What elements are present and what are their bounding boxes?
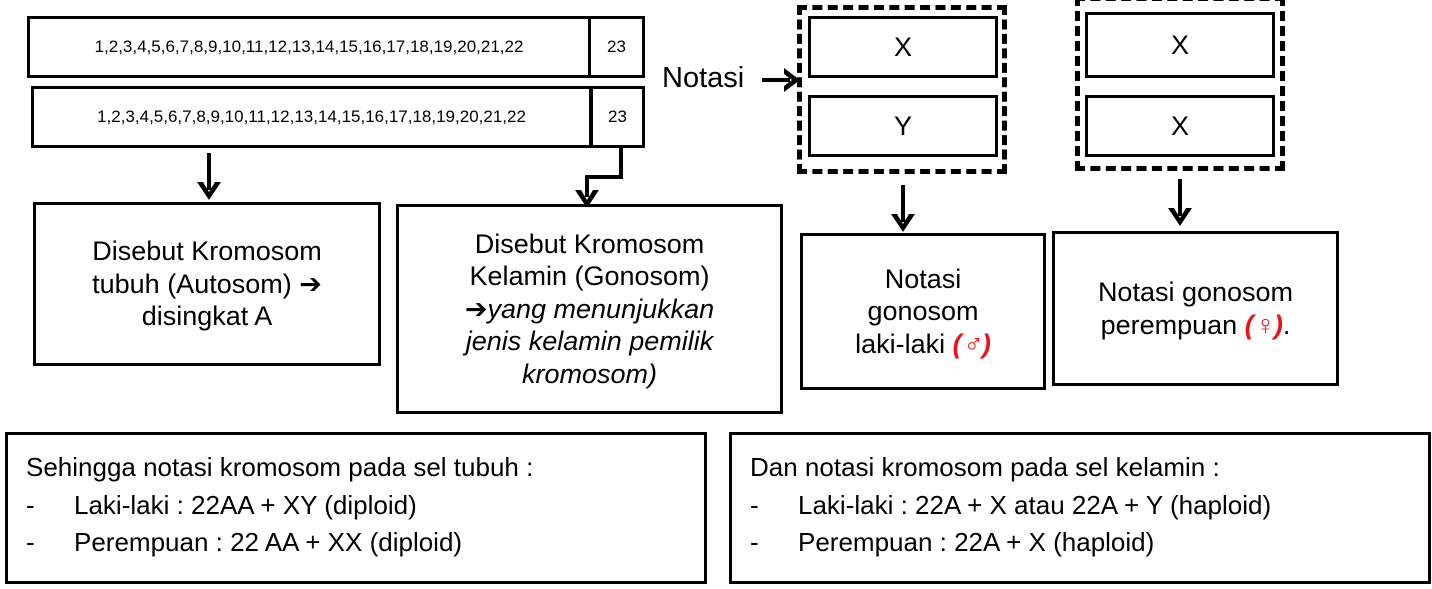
female-notation-box [1052, 231, 1339, 386]
body-cell-notation-box [5, 432, 707, 584]
body-cell-title: Sehingga notasi kromosom pada sel tubuh : [26, 452, 534, 482]
gonosom-line2: Kelamin (Gonosom) [469, 261, 710, 292]
sex-cell-item-female: - Perempuan : 22A + X (haploid) [750, 527, 1155, 558]
female-line1: Notasi gonosom [1097, 277, 1294, 308]
sex-cell-title: Dan notasi kromosom pada sel kelamin : [750, 452, 1220, 482]
female-chromosome-x2: X [1085, 95, 1275, 157]
sex-chromosome-row1: 23 [588, 16, 645, 78]
gonosom-line5: kromosom) [521, 358, 657, 389]
gonosom-line1: Disebut Kromosom [474, 229, 705, 260]
autosome-list-row2: 1,2,3,4,5,6,7,8,9,10,11,12,13,14,15,16,17,18,19,20,21,22 [31, 86, 592, 148]
autosom-box [33, 202, 381, 366]
notation-label: Notasi [662, 62, 745, 94]
arrow-to-gonosom [587, 148, 621, 197]
body-cell-item-female: - Perempuan : 22 AA + XX (diploid) [26, 527, 463, 558]
female-line2: perempuan (♀). [1100, 309, 1291, 340]
autosom-line1: Disebut Kromosom [92, 236, 322, 267]
autosome-list-row1: 1,2,3,4,5,6,7,8,9,10,11,12,13,14,15,16,17,18,19,20,21,22 [27, 16, 591, 78]
male-line1: Notasi [884, 263, 962, 294]
male-chromosome-x: X [808, 16, 998, 78]
arrow-right-icon: ➔ [299, 268, 322, 299]
male-chromosome-y: Y [808, 95, 998, 157]
sex-cell-notation-box [729, 432, 1431, 584]
gonosom-line3: ➔yang menunjukkan [464, 293, 715, 324]
gonosom-box [396, 204, 783, 414]
autosom-line3: disingkat A [141, 301, 273, 332]
female-chromosome-x1: X [1085, 12, 1275, 78]
male-symbol-icon: (♂) [952, 328, 991, 359]
arrow-right-icon: ➔ [464, 293, 488, 324]
body-cell-item-male: - Laki-laki : 22AA + XY (diploid) [26, 489, 417, 520]
male-line2: gonosom [867, 296, 979, 327]
sex-cell-item-male: - Laki-laki : 22A + X atau 22A + Y (haploid) [750, 489, 1272, 520]
sex-chromosome-row2: 23 [590, 86, 645, 148]
autosom-line2: tubuh (Autosom) ➔ [92, 268, 322, 299]
female-symbol-icon: (♀) [1244, 309, 1283, 340]
male-line3: laki-laki (♂) [855, 328, 991, 359]
gonosom-line4: jenis kelamin pemilik [465, 326, 714, 357]
male-notation-box [800, 233, 1046, 390]
